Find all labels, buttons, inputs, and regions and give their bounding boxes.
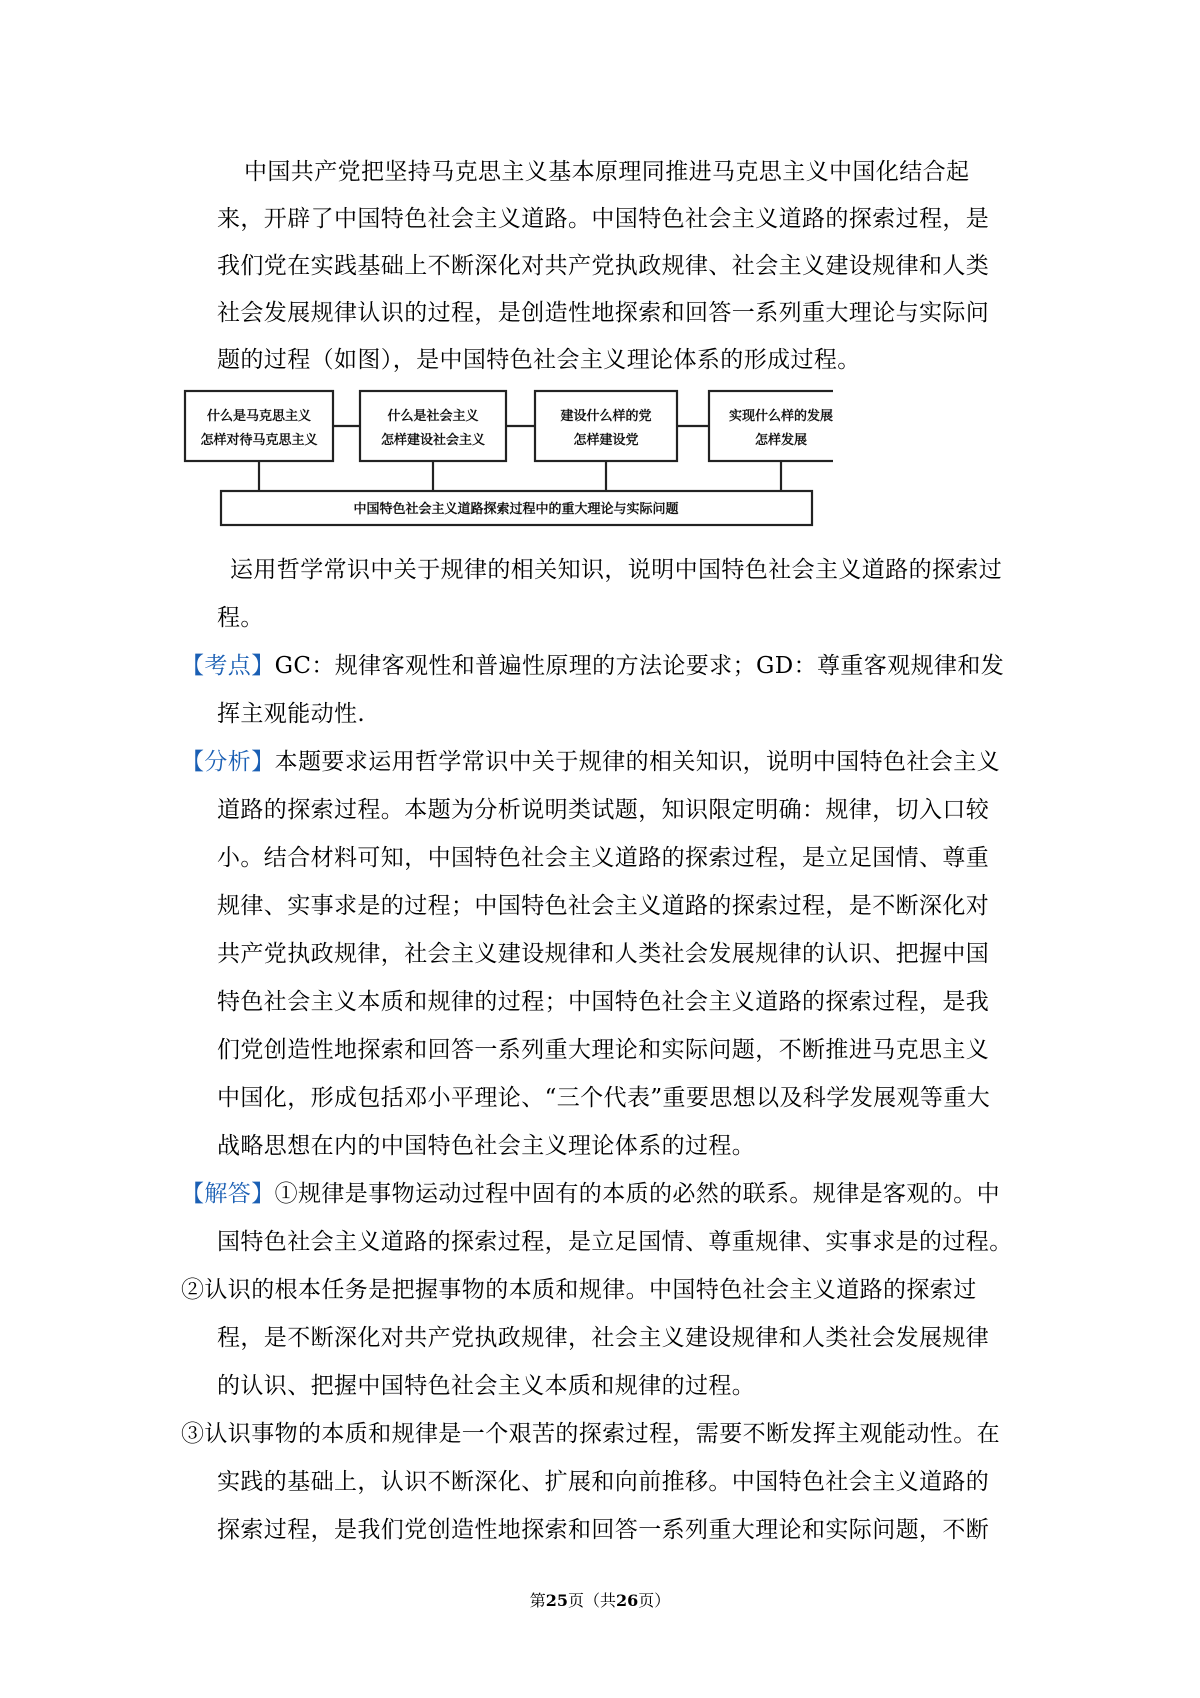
kaodian-tag: 【考点】 (181, 653, 275, 679)
fenxi-tag: 【分析】 (181, 749, 275, 775)
question-line-1: 运用哲学常识中关于规律的相关知识，说明中国特色社会主义道路的探索过 (230, 557, 1003, 583)
fenxi-line-9: 战略思想在内的中国特色社会主义理论体系的过程。 (217, 1133, 756, 1159)
fenxi-line-2: 道路的探索过程。本题为分析说明类试题，知识限定明确：规律，切入口较 (217, 797, 990, 823)
fenxi-line-6: 特色社会主义本质和规律的过程；中国特色社会主义道路的探索过程，是我 (217, 989, 990, 1015)
jieda-text-1: ①规律是事物运动过程中固有的本质的必然的联系。规律是客观的。中 (274, 1181, 1001, 1207)
intro-line-2: 来，开辟了中国特色社会主义道路。中国特色社会主义道路的探索过程，是 (217, 206, 990, 232)
footer-suffix: 页） (638, 1591, 671, 1610)
diagram-box-3-line-1: 建设什么样的党 (560, 409, 652, 424)
diagram-bottom-label: 中国特色社会主义道路探索过程中的重大理论与实际问题 (353, 502, 679, 517)
question-line-2: 程。 (217, 605, 264, 631)
fenxi-text-1: 本题要求运用哲学常识中关于规律的相关知识，说明中国特色社会主义 (274, 749, 1001, 775)
diagram-box-2 (360, 391, 506, 461)
jieda-line-4: 程，是不断深化对共产党执政规律，社会主义建设规律和人类社会发展规律 (217, 1325, 990, 1351)
kaodian-line-2: 挥主观能动性. (217, 701, 366, 727)
fenxi-line-3: 小。结合材料可知，中国特色社会主义道路的探索过程，是立足国情、尊重 (217, 845, 990, 871)
jieda-line-1 (181, 1179, 1000, 1209)
jieda-tag: 【解答】 (181, 1181, 275, 1207)
intro-line-4: 社会发展规律认识的过程，是创造性地探索和回答一系列重大理论与实际问 (217, 300, 990, 326)
diagram-box-4 (709, 391, 833, 461)
footer-page-number: 25 (545, 1591, 568, 1610)
exploration-diagram (183, 389, 833, 527)
jieda-line-7: 实践的基础上，认识不断深化、扩展和向前推移。中国特色社会主义道路的 (217, 1469, 990, 1495)
diagram-box-4-line-2: 怎样发展 (754, 433, 808, 448)
diagram-box-1-line-1: 什么是马克思主义 (206, 409, 312, 424)
diagram-box-1 (185, 391, 333, 461)
fenxi-line-7: 们党创造性地探索和回答一系列重大理论和实际问题，不断推进马克思主义 (217, 1037, 990, 1063)
kaodian-line-1 (181, 651, 1004, 681)
diagram-box-2-line-2: 怎样建设社会主义 (380, 433, 486, 448)
footer-mid: 页（共 (567, 1591, 616, 1610)
fenxi-line-8: 中国化，形成包括邓小平理论、“三个代表”重要思想以及科学发展观等重大 (217, 1085, 991, 1111)
kaodian-text-1: GC：规律客观性和普遍性原理的方法论要求；GD：尊重客观规律和发 (274, 653, 1005, 679)
intro-line-3: 我们党在实践基础上不断深化对共产党执政规律、社会主义建设规律和人类 (217, 253, 990, 279)
intro-line-5: 题的过程（如图），是中国特色社会主义理论体系的形成过程。 (217, 347, 861, 373)
diagram-box-2-line-1: 什么是社会主义 (387, 409, 479, 424)
intro-line-1: 中国共产党把坚持马克思主义基本原理同推进马克思主义中国化结合起 (244, 159, 970, 185)
fenxi-line-1 (181, 747, 1000, 777)
jieda-line-6: ③认识事物的本质和规律是一个艰苦的探索过程，需要不断发挥主观能动性。在 (181, 1421, 1000, 1447)
diagram-box-4-line-1: 实现什么样的发展 (728, 409, 833, 424)
fenxi-line-5: 共产党执政规律，社会主义建设规律和人类社会发展规律的认识、把握中国 (217, 941, 990, 967)
jieda-line-2: 国特色社会主义道路的探索过程，是立足国情、尊重规律、实事求是的过程。 (217, 1229, 1013, 1255)
jieda-line-3: ②认识的根本任务是把握事物的本质和规律。中国特色社会主义道路的探索过 (181, 1277, 977, 1303)
jieda-line-5: 的认识、把握中国特色社会主义本质和规律的过程。 (217, 1373, 756, 1399)
diagram-box-3-line-2: 怎样建设党 (573, 433, 639, 448)
jieda-line-8: 探索过程，是我们党创造性地探索和回答一系列重大理论和实际问题，不断 (217, 1517, 990, 1543)
footer-total-pages: 26 (616, 1591, 639, 1610)
diagram-box-1-line-2: 怎样对待马克思主义 (200, 433, 318, 448)
fenxi-line-4: 规律、实事求是的过程；中国特色社会主义道路的探索过程，是不断深化对 (217, 893, 990, 919)
diagram-box-3 (535, 391, 677, 461)
page-footer (0, 1590, 1200, 1612)
footer-prefix: 第 (529, 1591, 546, 1610)
